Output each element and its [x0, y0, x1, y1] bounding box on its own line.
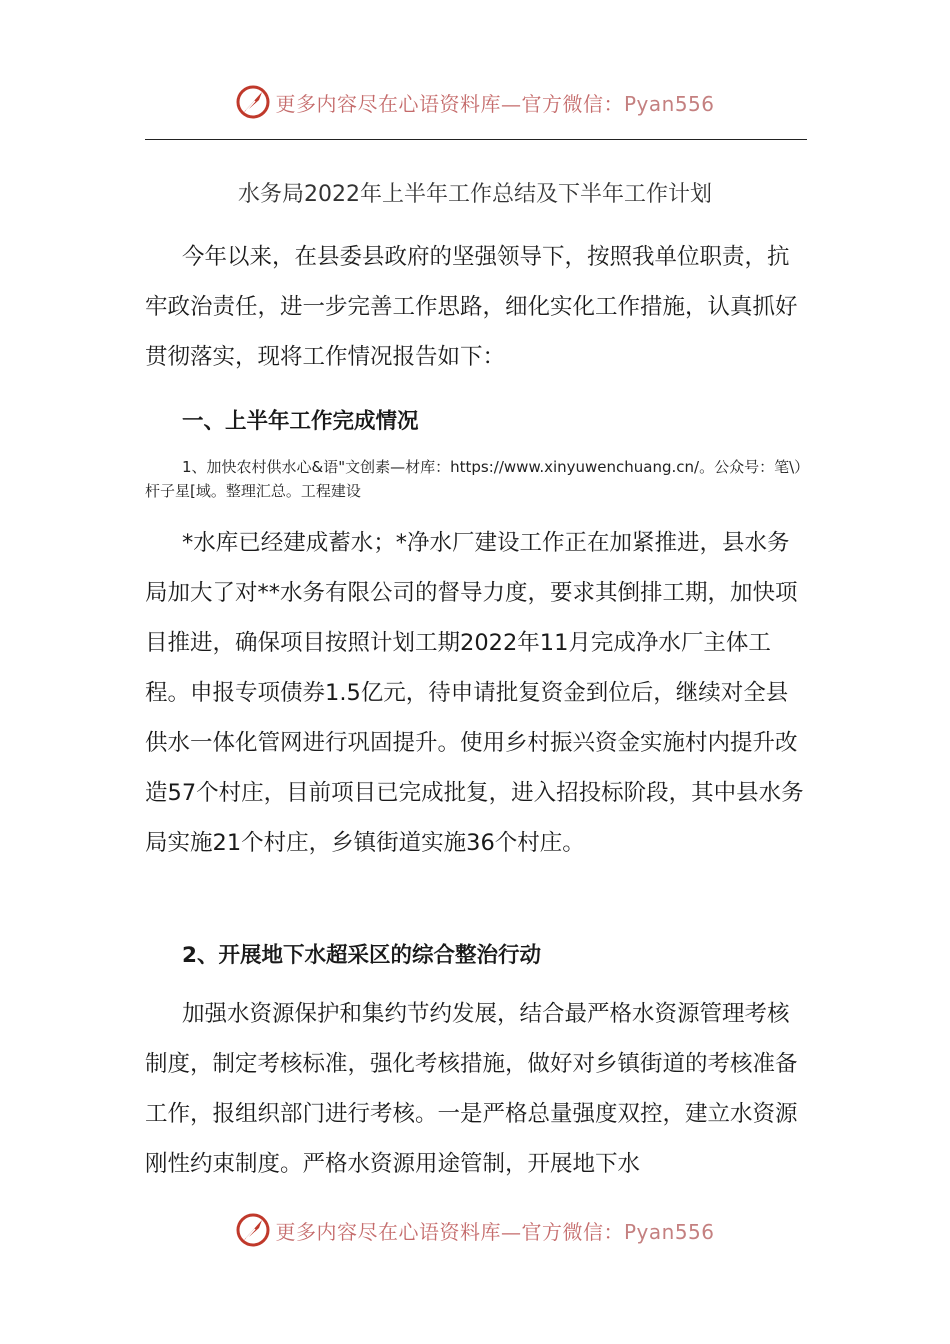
body-paragraph-1: *水库已经建成蓄水；*净水厂建设工作正在加紧推进，县水务局加大了对**水务有限公司的督导力度，要求其倒排工期，加快项目推进，确保项目按照计划工期2022年11月完成净水厂主体工程。申报专项债券1.5亿元，待申请批复资金到位后，继续对全县供水一体化管网进行巩固提升。使用乡村振兴资金实施村内提升改造57个村庄，目前项目已完成批复，进入招投标阶段，其中县水务局实施21个村庄，乡镇街道实施36个村庄。	[145, 530, 804, 856]
banner-wechat-id: Pyan556	[623, 91, 715, 116]
item-2-heading: 2、开展地下水超采区的综合整治行动	[182, 943, 541, 968]
banner-wechat-id: Pyan556	[623, 1219, 715, 1244]
quill-pen-logo-icon	[235, 84, 271, 120]
item-1-line: 1、加快农村供水心&语"文创素—材库：https://www.xinyuwenchuang.cn/。公众号：笔\）杆子星[域。整理汇总。工程建设	[145, 458, 802, 500]
document-title: 水务局2022年上半年工作总结及下半年工作计划	[238, 182, 712, 207]
intro-paragraph: 今年以来，在县委县政府的坚强领导下，按照我单位职责，抗牢政治责任，进一步完善工作思路，细化实化工作措施，认真抓好贯彻落实，现将工作情况报告如下：	[145, 244, 798, 370]
header-divider	[145, 139, 807, 140]
banner-text	[275, 88, 714, 117]
footer-banner	[0, 1210, 950, 1250]
banner-label: 更多内容尽在心语资料库—官方微信：	[275, 1219, 624, 1244]
header-banner	[0, 82, 950, 122]
banner-label: 更多内容尽在心语资料库—官方微信：	[275, 91, 624, 116]
banner-text	[275, 1216, 714, 1245]
section-heading: 一、上半年工作完成情况	[182, 409, 419, 434]
quill-pen-logo-icon	[235, 1212, 271, 1248]
body-paragraph-2: 加强水资源保护和集约节约发展，结合最严格水资源管理考核制度，制定考核标准，强化考核措施，做好对乡镇街道的考核准备工作，报组织部门进行考核。一是严格总量强度双控，建立水资源刚性约束制度。严格水资源用途管制，开展地下水	[145, 1001, 798, 1177]
